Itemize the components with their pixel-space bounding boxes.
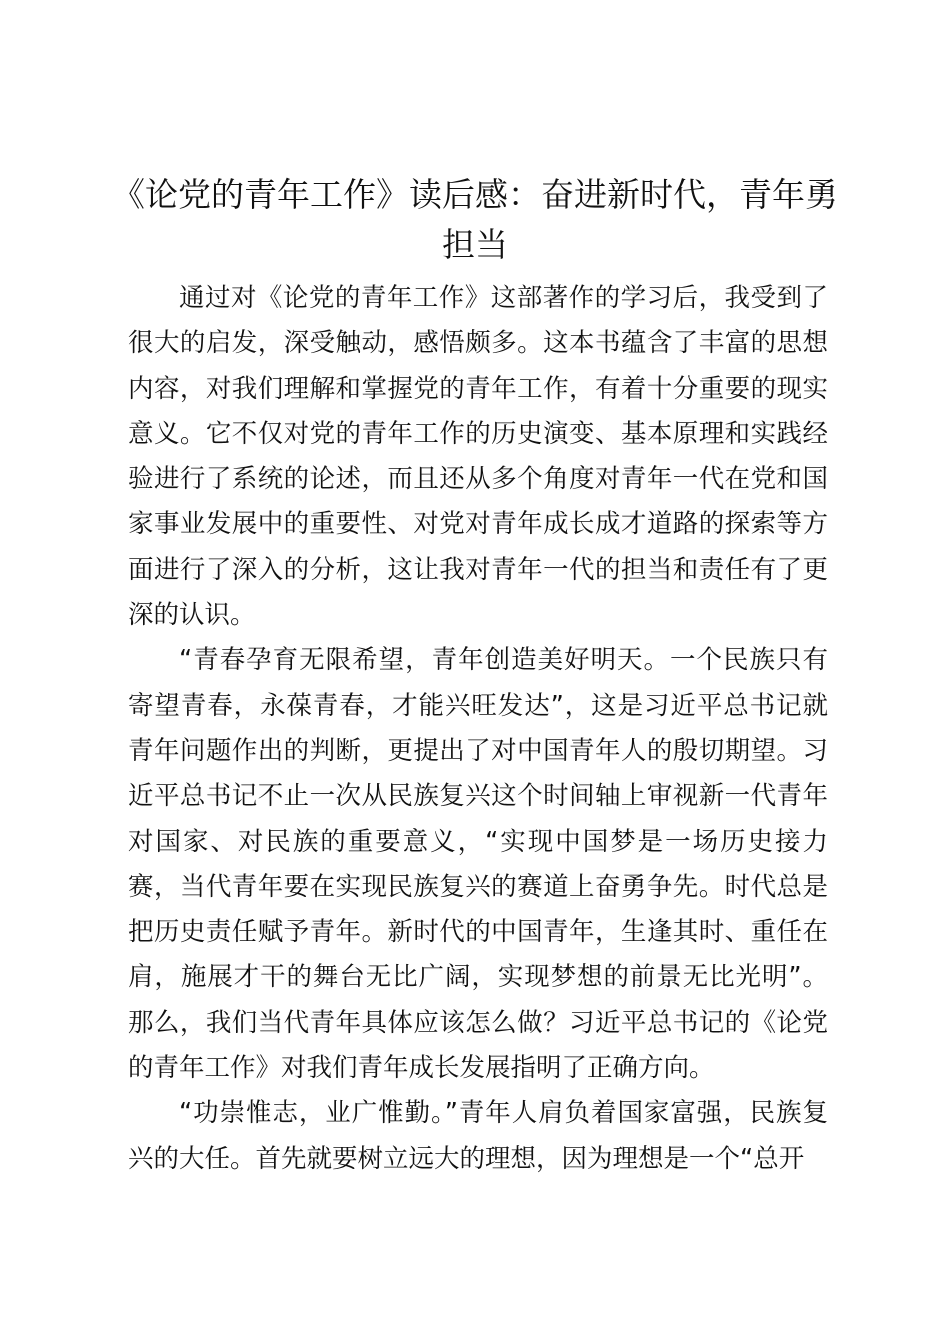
document-title: 《论党的青年工作》读后感：奋进新时代，青年勇担当 — [112, 175, 838, 264]
paragraph-3: “功崇惟志，业广惟勤。”青年人肩负着国家富强，民族复兴的大任。首先就要树立远大的理想，因为理想是一个“总开 — [128, 1098, 828, 1174]
document-body — [128, 276, 828, 1182]
paragraph-2: “青春孕育无限希望，青年创造美好明天。一个民族只有寄望青春，永葆青春，才能兴旺发达”，这是习近平总书记就青年问题作出的判断，更提出了对中国青年人的殷切期望。习近平总书记不止一次从民族复兴这个时间轴上审视新一代青年对国家、对民族的重要意义，“实现中国梦是一场历史接力赛，当代青年要在实现民族复兴的赛道上奋勇争先。时代总是把历史责任赋予青年。新时代的中国青年，生逢其时、重任在肩，施展才干的舞台无比广阔，实现梦想的前景无比光明”。那么，我们当代青年具体应该怎么做？习近平总书记的《论党的青年工作》对我们青年成长发展指明了正确方向。 — [128, 645, 828, 1084]
paragraph-1: 通过对《论党的青年工作》这部著作的学习后，我受到了很大的启发，深受触动，感悟颇多。这本书蕴含了丰富的思想内容，对我们理解和掌握党的青年工作，有着十分重要的现实意义。它不仅对党的青年工作的历史演变、基本原理和实践经验进行了系统的论述，而且还从多个角度对青年一代在党和国家事业发展中的重要性、对党对青年成长成才道路的探索等方面进行了深入的分析，这让我对青年一代的担当和责任有了更深的认识。 — [128, 283, 828, 631]
